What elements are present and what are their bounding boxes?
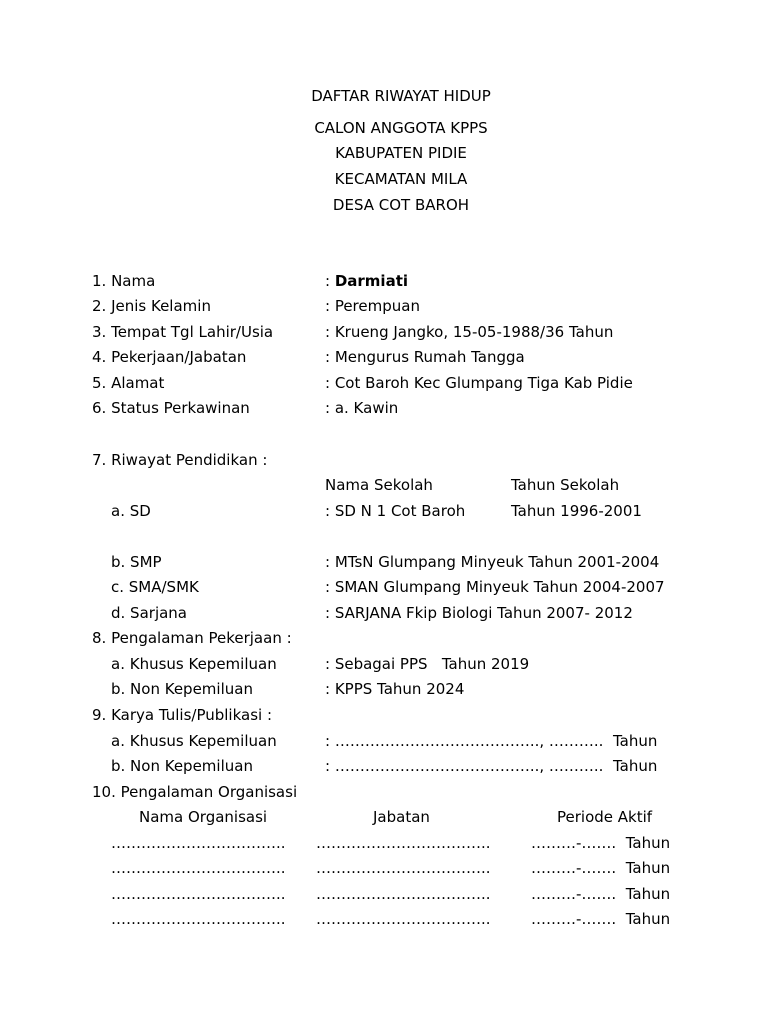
organization-col-period: Periode Aktif [557,808,653,826]
organization-heading: 10. Pengalaman Organisasi [92,783,298,801]
name-value: Darmiati [334,272,409,290]
organization-row-position: …………………………….. [316,834,491,852]
organization-row-period: ………-……. Tahun [531,834,671,852]
writing-label-khusus: a. Khusus Kepemiluan [111,732,277,750]
header-line-kabupaten: KABUPATEN PIDIE [335,144,467,162]
field-label-ttl: 3. Tempat Tgl Lahir/Usia [92,323,274,341]
education-value-sma: : SMAN Glumpang Minyeuk Tahun 2004-2007 [325,578,665,596]
education-value-sarjana: : SARJANA Fkip Biologi Tahun 2007- 2012 [325,604,633,622]
organization-row-position: …………………………….. [316,885,491,903]
field-value-jenis-kelamin: : Perempuan [325,297,420,315]
field-value-alamat: : Cot Baroh Kec Glumpang Tiga Kab Pidie [325,374,633,392]
education-year-sd: Tahun 1996-2001 [511,502,642,520]
field-colon: : [325,272,335,290]
organization-row-period: ………-……. Tahun [531,859,671,877]
education-label-sma: c. SMA/SMK [111,578,199,596]
work-label-non: b. Non Kepemiluan [111,680,253,698]
document-title: DAFTAR RIWAYAT HIDUP [311,87,491,105]
header-line-kecamatan: KECAMATAN MILA [334,170,468,188]
education-col-year: Tahun Sekolah [511,476,620,494]
field-value-ttl: : Krueng Jangko, 15-05-1988/36 Tahun [325,323,614,341]
work-label-khusus: a. Khusus Kepemiluan [111,655,277,673]
writing-value-khusus: : ………………………………….., ……….. Tahun [325,732,658,750]
education-value-smp: : MTsN Glumpang Minyeuk Tahun 2001-2004 [325,553,660,571]
education-label-smp: b. SMP [111,553,162,571]
field-label-jenis-kelamin: 2. Jenis Kelamin [92,297,211,315]
writing-heading: 9. Karya Tulis/Publikasi : [92,706,273,724]
education-label-sd: a. SD [111,502,151,520]
header-line-kpps: CALON ANGGOTA KPPS [314,119,488,137]
organization-row-name: …………………………….. [111,910,286,928]
field-value-status: : a. Kawin [325,399,399,417]
writing-value-non: : ………………………………….., ……….. Tahun [325,757,658,775]
organization-row-name: …………………………….. [111,834,286,852]
field-label-alamat: 5. Alamat [92,374,165,392]
field-value-nama [325,271,408,291]
organization-row-name: …………………………….. [111,859,286,877]
organization-col-name: Nama Organisasi [139,808,268,826]
organization-row-period: ………-……. Tahun [531,910,671,928]
field-label-status: 6. Status Perkawinan [92,399,250,417]
header-line-desa: DESA COT BAROH [332,196,470,214]
work-value-khusus: : Sebagai PPS Tahun 2019 [325,655,530,673]
organization-row-position: …………………………….. [316,910,491,928]
work-value-non: : KPPS Tahun 2024 [325,680,465,698]
education-col-school: Nama Sekolah [325,476,433,494]
work-heading: 8. Pengalaman Pekerjaan : [92,629,292,647]
education-label-sarjana: d. Sarjana [111,604,187,622]
organization-row-name: …………………………….. [111,885,286,903]
organization-row-period: ………-……. Tahun [531,885,671,903]
field-label-nama: 1. Nama [92,272,156,290]
organization-row-position: …………………………….. [316,859,491,877]
education-heading: 7. Riwayat Pendidikan : [92,451,268,469]
education-school-sd: : SD N 1 Cot Baroh [325,502,466,520]
organization-col-position: Jabatan [373,808,430,826]
writing-label-non: b. Non Kepemiluan [111,757,253,775]
field-label-pekerjaan: 4. Pekerjaan/Jabatan [92,348,247,366]
field-value-pekerjaan: : Mengurus Rumah Tangga [325,348,525,366]
